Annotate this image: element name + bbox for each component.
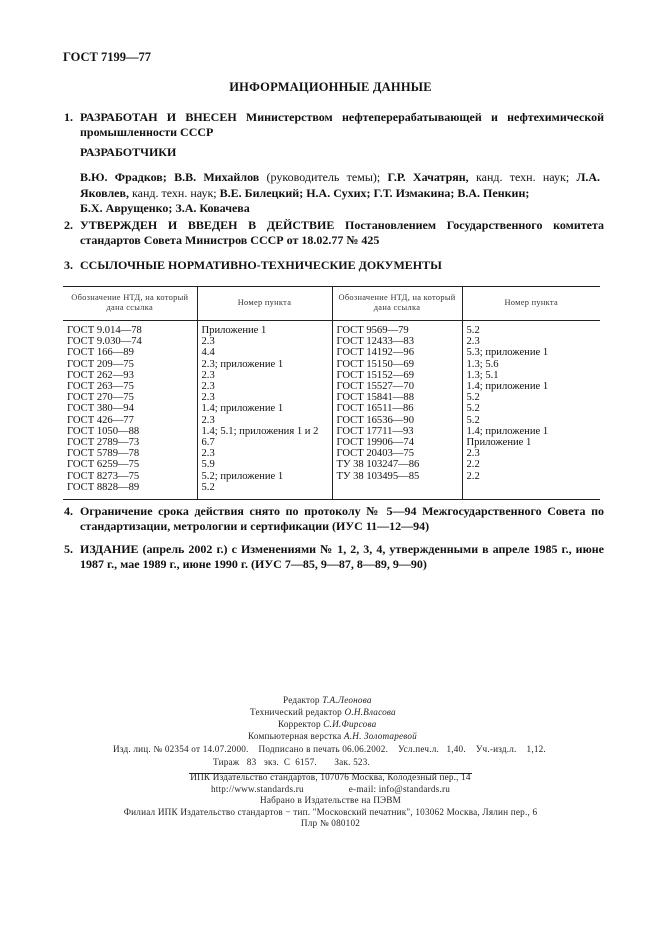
section-4-number: 4. — [64, 504, 73, 518]
developer-name: В.А. Пенкин; — [457, 185, 530, 200]
section-4 — [64, 504, 604, 534]
table-row — [63, 336, 600, 347]
developer-name: Н.А. Сухих; — [306, 185, 371, 200]
table-cell: 2.3 — [197, 370, 332, 381]
table-cell: Приложение 1 — [197, 321, 332, 337]
table-cell: ГОСТ 209—75 — [67, 358, 134, 370]
section-5-text: ИЗДАНИЕ (апрель 2002 г.) с Изменениями № 1, 2, 3, 4, утвержденными в апреле 1985 г., июне 1987 г., мае 1989 г., июне 1990 г. (ИУС 7—85, 9—87, 8—89, 9—90) — [80, 542, 604, 571]
table-cell: ГОСТ 20403—75 — [332, 448, 462, 459]
credit-line — [248, 730, 417, 742]
table-cell: 5.3; приложение 1 — [462, 347, 600, 358]
table-cell: 1.4; 5.1; приложения 1 и 2 — [197, 426, 332, 437]
developer-name: Г.Т. Измакина; — [373, 185, 455, 200]
table-row — [63, 415, 600, 426]
credit-role: Корректор — [278, 719, 321, 729]
table-cell — [332, 482, 462, 500]
developer-name: Б.Х. Аврущенко; — [80, 201, 173, 215]
publisher-license: Плр № 080102 — [300, 818, 361, 828]
table-cell: 2.3 — [197, 381, 332, 392]
credit-line — [250, 706, 417, 718]
table-cell: 6.7 — [197, 437, 332, 448]
section-2-number: 2. — [64, 218, 73, 232]
table-cell: 2.3 — [197, 336, 332, 347]
table-cell: ТУ 38 103495—85 — [332, 471, 462, 482]
section-2-text: УТВЕРЖДЕН И ВВЕДЕН В ДЕЙСТВИЕ Постановлением Государственного комитета стандартов Совета Министров СССР от 18.02.77 № 425 — [80, 218, 604, 247]
table-cell: ГОСТ 9.030—74 — [67, 336, 142, 348]
developer-note: канд. техн. наук; — [475, 170, 570, 184]
section-3-text: ССЫЛОЧНЫЕ НОРМАТИВНО-ТЕХНИЧЕСКИЕ ДОКУМЕНТЫ — [80, 258, 442, 272]
developer-name: З.А. Ковачева — [175, 201, 250, 215]
section-4-text: Ограничение срока действия снято по протоколу № 5—94 Межгосударственного Совета по стандартизации, метрологии и сертификации (ИУС 11—12—94) — [80, 504, 604, 533]
table-cell: Приложение 1 — [462, 437, 600, 448]
publisher-typeset: Набрано в Издательстве на ПЭВМ — [259, 795, 402, 805]
table-cell: 2.3 — [462, 448, 600, 459]
publisher-block — [0, 772, 661, 830]
page-title: ИНФОРМАЦИОННЫЕ ДАННЫЕ — [229, 80, 432, 94]
credit-line — [250, 694, 417, 706]
credit-role: Редактор — [283, 695, 320, 705]
table-cell: ГОСТ 270—75 — [67, 392, 134, 404]
table-cell: ГОСТ 15527—70 — [332, 381, 462, 392]
table-row — [63, 321, 600, 337]
section-5 — [64, 542, 604, 572]
references-table — [63, 286, 600, 500]
table-row — [63, 471, 600, 482]
section-1-text: РАЗРАБОТАН И ВНЕСЕН Министерством нефтеперерабатывающей и нефтехимической промышленности СССР — [80, 110, 604, 139]
developer-name: В.Ю. Фрадков; — [80, 170, 167, 184]
table-row — [63, 459, 600, 470]
section-3 — [64, 258, 604, 273]
publisher-email: e-mail: info@standards.ru — [348, 783, 451, 794]
section-3-number: 3. — [64, 258, 73, 272]
table-row — [63, 370, 600, 381]
table-cell: ГОСТ 8273—75 — [67, 470, 140, 482]
table-cell: ТУ 38 103247—86 — [332, 459, 462, 470]
table-cell: ГОСТ 5789—78 — [67, 448, 140, 460]
table-header-cell: Обозначение НТД, на который дана ссылка — [332, 287, 462, 321]
table-header-cell: Обозначение НТД, на который дана ссылка — [63, 287, 197, 321]
print-line-2: Тираж 83 экз. С 6157. Зак. 523. — [213, 757, 370, 767]
table-cell: ГОСТ 19906—74 — [332, 437, 462, 448]
table-cell: ГОСТ 262—93 — [67, 369, 134, 381]
publisher-website: http://www.standards.ru — [210, 783, 304, 794]
developer-name: Л.А. Яковлев, — [80, 170, 601, 200]
table-cell: 5.2 — [197, 482, 332, 500]
table-cell: 1.4; приложение 1 — [462, 426, 600, 437]
table-row — [63, 403, 600, 414]
developers-list — [80, 170, 600, 217]
section-5-number: 5. — [64, 542, 73, 556]
table-cell: 1.3; 5.1 — [462, 370, 600, 381]
table-cell: 5.2 — [462, 403, 600, 414]
section-1-number: 1. — [64, 110, 73, 124]
table-row — [63, 448, 600, 459]
table-row — [63, 437, 600, 448]
publisher-branch: Филиал ИПК Издательство стандартов − тип. "Московский печатник", 103062 Москва, Лялин пер., 6 — [123, 806, 538, 817]
section-1 — [64, 110, 604, 140]
table-cell: ГОСТ 9569—79 — [332, 321, 462, 337]
credit-name: Т.А.Леонова — [322, 695, 372, 705]
developer-name: Г.Р. Хачатрян, — [387, 170, 469, 184]
developers-heading: РАЗРАБОТЧИКИ — [80, 145, 177, 159]
table-cell — [462, 482, 600, 500]
credits-block — [250, 694, 417, 742]
table-cell: ГОСТ 17711—93 — [332, 426, 462, 437]
table-cell: 5.2 — [462, 321, 600, 337]
publisher-web — [0, 784, 661, 796]
table-cell: ГОСТ 9.014—78 — [67, 325, 142, 336]
developer-name: В.В. Михайлов — [174, 170, 260, 184]
developer-name: В.Е. Билецкий; — [219, 185, 304, 200]
table-cell: ГОСТ 15841—88 — [332, 392, 462, 403]
credit-role: Технический редактор — [250, 707, 342, 717]
table-cell: ГОСТ 426—77 — [67, 414, 134, 426]
credit-name: О.Н.Власова — [344, 707, 396, 717]
credit-name: С.И.Фирсова — [323, 719, 377, 729]
table-cell: ГОСТ 6259—75 — [67, 459, 140, 471]
table-cell: ГОСТ 2789—73 — [67, 437, 140, 449]
table-cell: 5.9 — [197, 459, 332, 470]
table-cell: 1.4; приложение 1 — [462, 381, 600, 392]
table-cell: 2.3 — [197, 392, 332, 403]
credit-name: А.Н. Золотаревой — [343, 731, 417, 741]
table-cell: ГОСТ 14192—96 — [332, 347, 462, 358]
table-cell: 1.4; приложение 1 — [197, 403, 332, 414]
publisher-address: ИПК Издательство стандартов, 107076 Москва, Колодезный пер., 14 — [190, 772, 471, 782]
table-row — [63, 347, 600, 358]
table-header-cell: Номер пункта — [462, 287, 600, 321]
table-row — [63, 381, 600, 392]
table-cell: 5.2; приложение 1 — [197, 471, 332, 482]
table-cell: 5.2 — [462, 415, 600, 426]
table-cell: 1.3; 5.6 — [462, 359, 600, 370]
table-cell: ГОСТ 1050—88 — [67, 425, 140, 437]
table-row — [63, 359, 600, 370]
table-cell: ГОСТ 16536—90 — [332, 415, 462, 426]
table-cell: ГОСТ 380—94 — [67, 403, 134, 415]
table-cell: ГОСТ 263—75 — [67, 381, 134, 393]
developer-note: (руководитель темы); — [266, 170, 381, 184]
table-header-row — [63, 287, 600, 321]
table-row — [63, 482, 600, 500]
document-header: ГОСТ 7199—77 — [63, 50, 152, 64]
table-cell: ГОСТ 166—89 — [67, 347, 134, 359]
table-row — [63, 392, 600, 403]
table-row — [63, 426, 600, 437]
section-2 — [64, 218, 604, 248]
table-cell: 4.4 — [197, 347, 332, 358]
table-cell: 2.2 — [462, 459, 600, 470]
print-line-1: Изд. лиц. № 02354 от 14.07.2000. Подписано в печать 06.06.2002. Усл.печ.л. 1,40. Уч.-изд.л. 1,12. — [113, 744, 546, 754]
table-cell: ГОСТ 8828—89 — [63, 482, 197, 500]
table-cell: ГОСТ 15152—69 — [332, 370, 462, 381]
table-cell: ГОСТ 16511—86 — [332, 403, 462, 414]
credit-line — [250, 718, 417, 730]
table-header-cell: Номер пункта — [197, 287, 332, 321]
table-cell: 2.3; приложение 1 — [197, 359, 332, 370]
developer-note: канд. техн. наук; — [131, 185, 217, 200]
credit-role: Компьютерная верстка — [248, 731, 342, 741]
table-cell: 2.3 — [197, 448, 332, 459]
table-cell: 2.2 — [462, 471, 600, 482]
table-cell: 2.3 — [462, 336, 600, 347]
table-cell: ГОСТ 15150—69 — [332, 359, 462, 370]
table-cell: 2.3 — [197, 415, 332, 426]
table-cell: 5.2 — [462, 392, 600, 403]
table-cell: ГОСТ 12433—83 — [332, 336, 462, 347]
